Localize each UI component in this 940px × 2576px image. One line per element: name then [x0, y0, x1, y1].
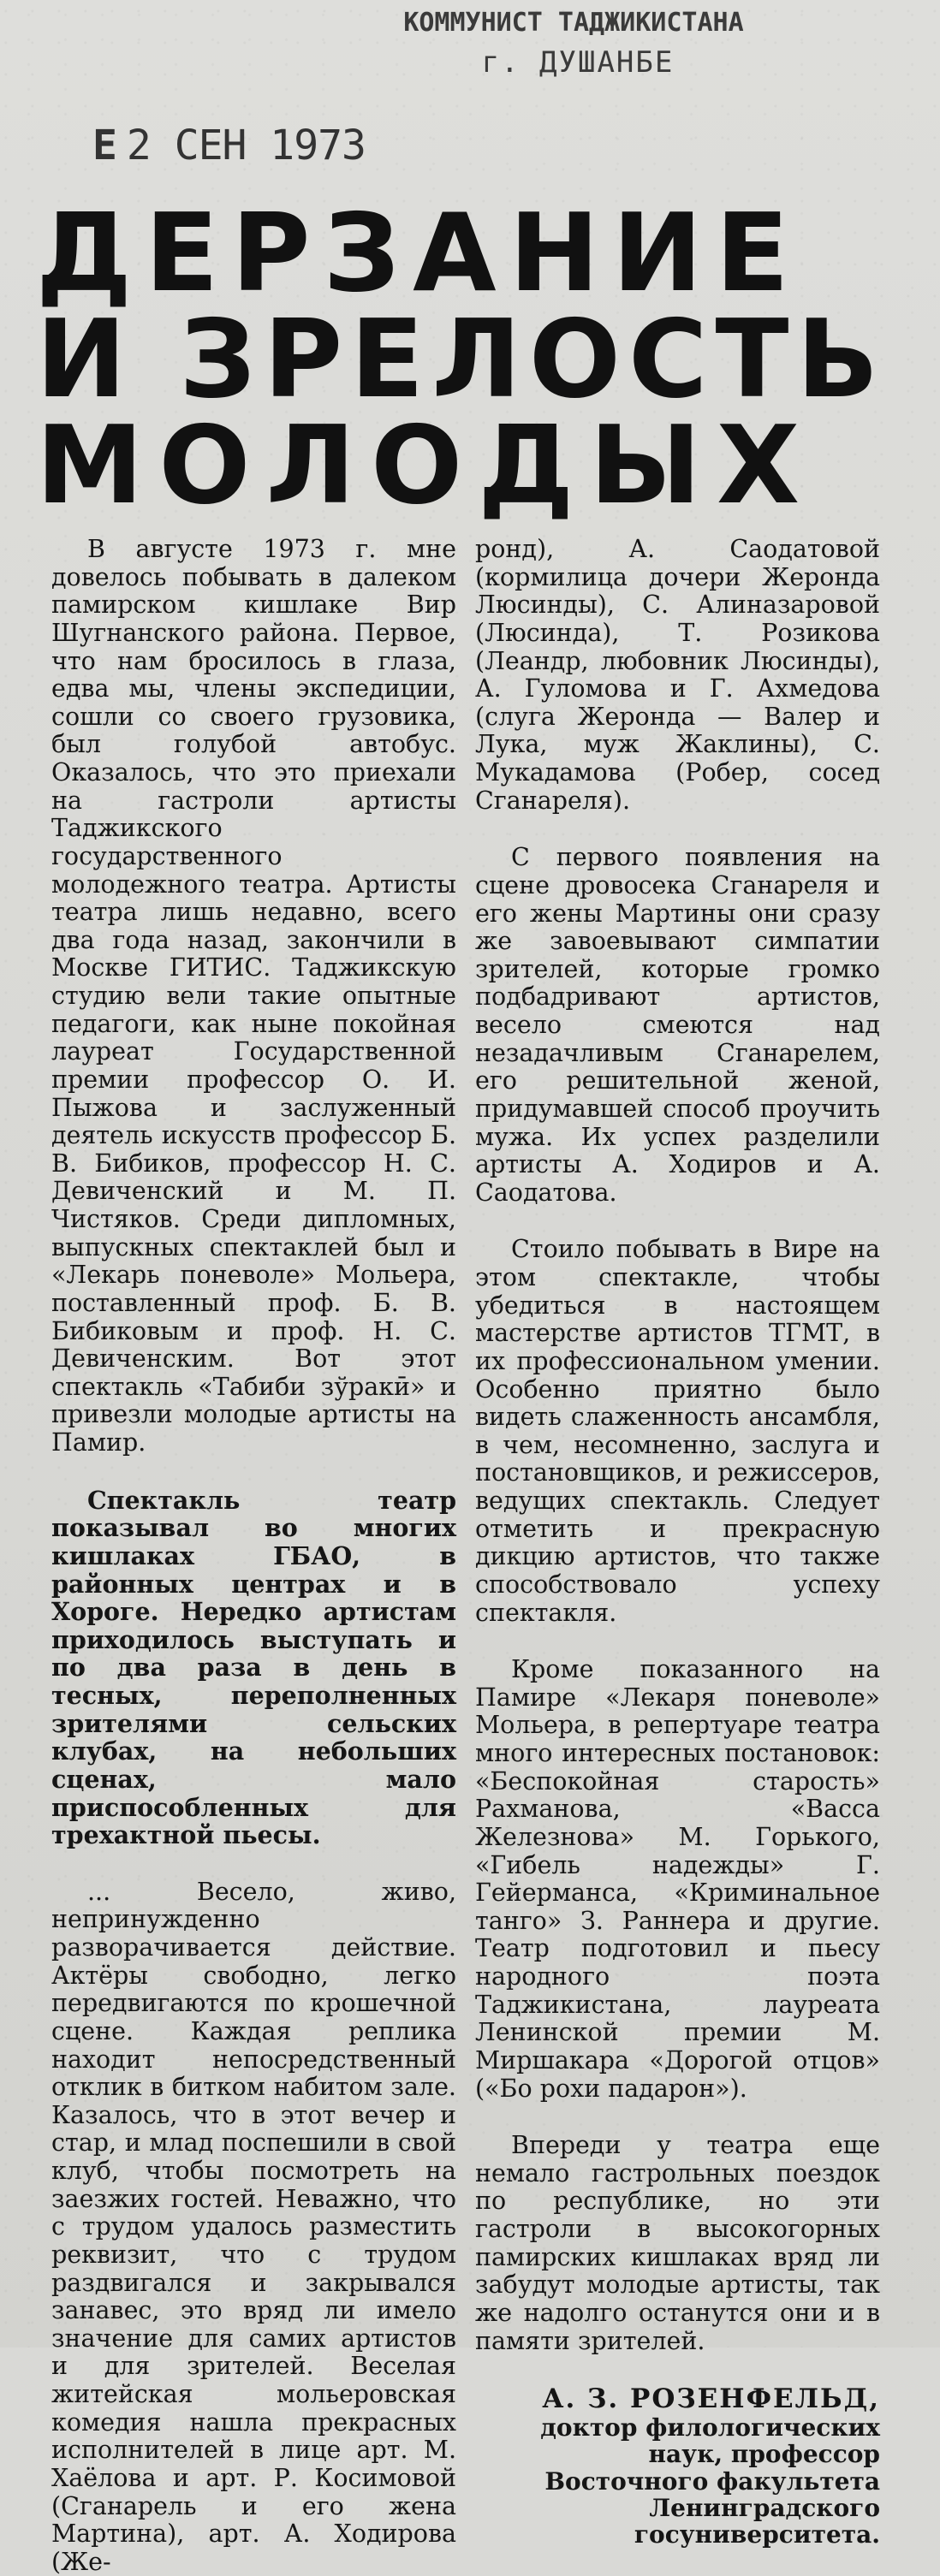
right-column	[475, 535, 880, 2549]
author-title-line-4: Ленинградского	[649, 2493, 880, 2522]
article-paragraph-1: В августе 1973 г. мне довелось побывать в далеком памирском кишлаке Вир Шугнанского района. Первое, что нам бросилось в глаза, едва мы, члены экспедиции, сошли со своего грузовика, был голубой автобус. Оказалось, что это приехали на гастроли артисты Таджикского государственного молодежного театра. Артисты театра лишь недавно, всего два года назад, закончили в Москве ГИТИС. Таджикскую студию вели такие опытные педагоги, как ныне покойная лауреат Государственной премии профессор О. И. Пыжова и заслуженный деятель искусств профессор Б. В. Бибиков, профессор Н. С. Девиченский и М. П. Чистяков. Среди дипломных, выпускных спектаклей был и «Лекарь поневоле» Мольера, поставленный проф. Б. В. Бибиковым и проф. Н. С. Девиченским. Вот этот спектакль «Табиби зўракӣ» и привезли молодые артисты на Памир.	[51, 535, 456, 1457]
article-paragraph-7: Кроме показанного на Памире «Лекаря поневоле» Мольера, в репертуаре театра много интересных постановок: «Беспокойная старость» Рахманова, «Васса Железнова» М. Горького, «Гибель надежды» Г. Гейерманса, «Криминальное танго» З. Раннера и другие. Театр подготовил и пьесу народного поэта Таджикистана, лауреата Ленинской премии М. Миршакара «Дорогой отцов» («Бо рохи падарон»).	[475, 1655, 880, 2103]
author-title-line-2: наук, профессор	[648, 2440, 880, 2469]
author-title-line-1: доктор филологических	[540, 2413, 880, 2442]
newspaper-name: КОММУНИСТ ТАДЖИКИСТАНА	[403, 8, 744, 38]
article-paragraph-6: Стоило побывать в Вире на этом спектакле, чтобы убедиться в настоящем мастерстве артистов ТГМТ, в их профессиональном умении. Особенно приятно было видеть слаженность ансамбля, в чем, несомненно, заслуга и постановщиков, и режиссеров, ведущих спектакль. Следует отметить и прекрасную дикцию артистов, что также способствовало успеху спектакля.	[475, 1235, 880, 1627]
headline-line-1: ДЕРЗАНИЕ	[36, 190, 802, 316]
article-headline	[36, 190, 901, 528]
author-name: А. З. РОЗЕНФЕЛЬД,	[542, 2383, 880, 2415]
author-title-line-3: Восточного факультета	[544, 2466, 880, 2496]
stamp-letter: Е	[92, 122, 116, 169]
author-title-line-5: госуниверситета.	[634, 2520, 880, 2549]
author-signature	[475, 2384, 880, 2549]
city-stamp: г. ДУШАНБЕ	[481, 45, 675, 80]
article-paragraph-5: С первого появления на сцене дровосека Сганареля и его жены Мартины они сразу же завоевывают симпатии зрителей, которые громко подбадривают артистов, весело смеются над незадачливым Сганарелем, его решительной женой, придумавшей способ проучить мужа. Их успех разделили артисты А. Ходиров и А. Саодатова.	[475, 843, 880, 1207]
date-stamp	[92, 122, 366, 169]
stamp-date: 2 СЕН 1973	[126, 122, 366, 169]
article-paragraph-4: ронд), А. Саодатовой (кормилица дочери Жеронда Люсинды), С. Алиназаровой (Люсинда), Т. Розикова (Леандр, любовник Люсинды), А. Гуломова и Г. Ахмедова (слуга Жеронда — Валер и Лука, муж Жаклины), С. Мукадамова (Робер, сосед Сганареля).	[475, 535, 880, 815]
article-paragraph-8: Впереди у театра еще немало гастрольных поездок по республике, но эти гастроли в высокогорных памирских кишлаках вряд ли забудут молодые артисты, так же надолго останутся они и в памяти зрителей.	[475, 2131, 880, 2355]
headline-line-2: И ЗРЕЛОСТЬ	[36, 295, 887, 422]
left-column	[51, 535, 456, 2576]
article-paragraph-2: Спектакль театр показывал во многих кишлаках ГБАО, в районных центрах и в Хороге. Нередко артистам приходилось выступать и по два раза в день в тесных, переполненных зрителями сельских клубах, на небольших сценах, мало приспособленных для трехактной пьесы.	[51, 1485, 456, 1850]
article-body	[51, 535, 880, 2576]
newspaper-stamp	[300, 10, 848, 104]
headline-line-3: МОЛОДЫХ	[36, 401, 816, 528]
article-paragraph-3: ... Весело, живо, непринужденно разворачивается действие. Актёры свободно, легко передвигаются по крошечной сцене. Каждая реплика находит непосредственный отклик в битком набитом зале. Казалось, что в этот вечер и стар, и млад поспешили в свой клуб, чтобы посмотреть на заезжих гостей. Неважно, что с трудом удалось разместить реквизит, что с трудом раздвигался и закрывался занавес, это вряд ли имело значение для самих артистов и для зрителей. Веселая житейская мольеровская комедия нашла прекрасных исполнителей в лице арт. М. Хаёлова и арт. Р. Косимовой (Сганарель и его жена Мартина), арт. А. Ходирова (Же-	[51, 1877, 456, 2576]
